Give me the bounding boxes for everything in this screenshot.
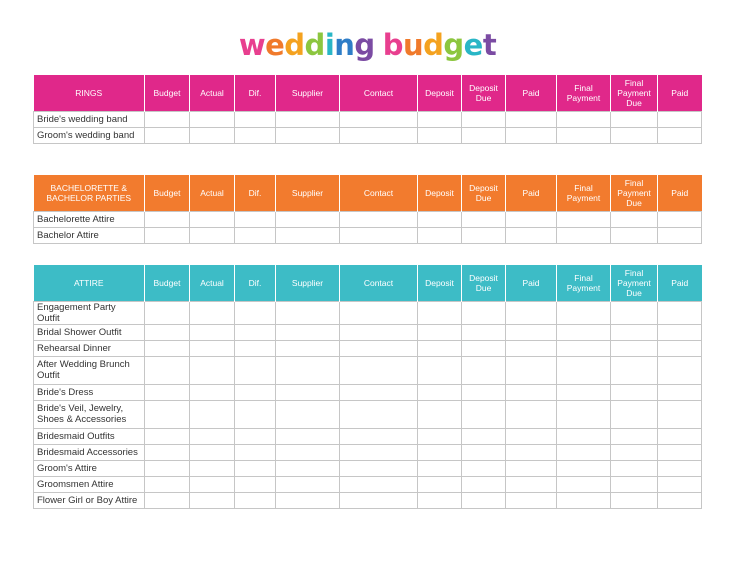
budget-cell[interactable]	[145, 476, 190, 492]
supplier-cell[interactable]	[276, 428, 340, 444]
item-label	[34, 356, 145, 384]
deposit-due-cell[interactable]	[462, 227, 506, 243]
final-payment-due-cell[interactable]	[611, 460, 658, 476]
title-letter: n	[334, 28, 355, 62]
deposit-due-cell[interactable]	[462, 340, 506, 356]
deposit-due-cell[interactable]	[462, 460, 506, 476]
col-deposit-due	[462, 265, 506, 301]
final-payment-due-cell[interactable]	[611, 428, 658, 444]
dif-cell[interactable]	[235, 301, 276, 324]
supplier-cell[interactable]	[276, 324, 340, 340]
item-label-line: Bridal Shower Outfit	[37, 326, 122, 338]
col-paid-2: Paid	[658, 265, 702, 301]
paid-cell[interactable]	[506, 476, 557, 492]
supplier-cell[interactable]	[276, 460, 340, 476]
table-row	[34, 384, 702, 400]
paid-cell[interactable]	[506, 400, 557, 428]
actual-cell[interactable]	[190, 356, 235, 384]
table-row	[34, 428, 702, 444]
contact-cell[interactable]	[340, 324, 418, 340]
supplier-cell[interactable]	[276, 444, 340, 460]
col-final-payment	[557, 265, 611, 301]
title-letter: d	[304, 28, 325, 62]
paid-2-cell[interactable]	[658, 340, 702, 356]
paid-cell[interactable]	[506, 227, 557, 243]
actual-cell[interactable]	[190, 384, 235, 400]
budget-cell[interactable]	[145, 111, 190, 127]
actual-cell[interactable]	[190, 211, 235, 227]
dif-cell[interactable]	[235, 227, 276, 243]
item-label: Bachelor Attire	[34, 227, 145, 243]
deposit-cell[interactable]	[418, 211, 462, 227]
section-title	[34, 175, 145, 211]
actual-cell[interactable]	[190, 492, 235, 508]
title-letter: b	[382, 28, 403, 62]
deposit-due-cell[interactable]	[462, 301, 506, 324]
section-title: ATTIRE	[34, 265, 145, 301]
supplier-cell[interactable]	[276, 384, 340, 400]
item-label-line: Bride's Veil, Jewelry,	[37, 403, 124, 414]
budget-cell[interactable]	[145, 356, 190, 384]
final-payment-cell[interactable]	[557, 301, 611, 324]
paid-2-cell[interactable]	[658, 492, 702, 508]
actual-cell[interactable]	[190, 111, 235, 127]
item-label: Bride's wedding band	[34, 111, 145, 127]
table-row	[34, 340, 702, 356]
item-label: Groom's wedding band	[34, 127, 145, 143]
final-payment-due-cell[interactable]	[611, 211, 658, 227]
final-payment-cell[interactable]	[557, 400, 611, 428]
dif-cell[interactable]	[235, 428, 276, 444]
contact-cell[interactable]	[340, 476, 418, 492]
final-payment-cell[interactable]	[557, 460, 611, 476]
budget-cell[interactable]	[145, 400, 190, 428]
col-paid: Paid	[506, 175, 557, 211]
col-label-line: Due	[475, 92, 492, 103]
col-label-line: Final	[574, 82, 593, 93]
paid-2-cell[interactable]	[658, 356, 702, 384]
attire-table	[33, 265, 702, 509]
paid-cell[interactable]	[506, 211, 557, 227]
col-label-line: Payment	[566, 192, 601, 203]
item-label-line: Groom's Attire	[37, 462, 97, 474]
supplier-cell[interactable]	[276, 476, 340, 492]
item-label	[34, 492, 145, 508]
deposit-cell[interactable]	[418, 340, 462, 356]
final-payment-due-cell[interactable]	[611, 400, 658, 428]
col-final-payment-due	[611, 75, 658, 111]
final-payment-due-cell[interactable]	[611, 340, 658, 356]
final-payment-due-cell[interactable]	[611, 444, 658, 460]
col-label-line: Payment	[617, 187, 651, 198]
col-actual: Actual	[190, 75, 235, 111]
rings-table	[33, 75, 702, 144]
deposit-cell[interactable]	[418, 400, 462, 428]
title-letter: e	[265, 28, 285, 62]
paid-cell[interactable]	[506, 460, 557, 476]
item-label: Bachelorette Attire	[34, 211, 145, 227]
contact-cell[interactable]	[340, 460, 418, 476]
col-deposit: Deposit	[418, 175, 462, 211]
item-label-line: After Wedding Brunch	[37, 359, 130, 370]
col-supplier: Supplier	[276, 175, 340, 211]
final-payment-cell[interactable]	[557, 492, 611, 508]
final-payment-due-cell[interactable]	[611, 127, 658, 143]
table-row	[34, 211, 702, 227]
paid-cell[interactable]	[506, 340, 557, 356]
paid-2-cell[interactable]	[658, 301, 702, 324]
title-letter: i	[324, 28, 335, 62]
col-final-payment-due	[611, 265, 658, 301]
deposit-cell[interactable]	[418, 384, 462, 400]
col-dif: Dif.	[235, 265, 276, 301]
col-paid: Paid	[506, 265, 557, 301]
title-letter: t	[482, 28, 497, 62]
paid-cell[interactable]	[506, 356, 557, 384]
deposit-cell[interactable]	[418, 356, 462, 384]
dif-cell[interactable]	[235, 492, 276, 508]
contact-cell[interactable]	[340, 492, 418, 508]
actual-cell[interactable]	[190, 460, 235, 476]
col-paid: Paid	[506, 75, 557, 111]
budget-cell[interactable]	[145, 127, 190, 143]
paid-cell[interactable]	[506, 492, 557, 508]
table-row	[34, 460, 702, 476]
col-label-line: Final	[574, 272, 593, 283]
paid-2-cell[interactable]	[658, 428, 702, 444]
final-payment-due-cell[interactable]	[611, 492, 658, 508]
dif-cell[interactable]	[235, 340, 276, 356]
item-label-line: Engagement Party Outfit	[37, 301, 116, 324]
title-letter: g	[354, 28, 375, 62]
paid-2-cell[interactable]	[658, 324, 702, 340]
section-title-line: BACHELORETTE &	[50, 182, 128, 193]
actual-cell[interactable]	[190, 301, 235, 324]
table-row	[34, 400, 702, 428]
col-label-line: Payment	[566, 282, 601, 293]
paid-2-cell[interactable]	[658, 460, 702, 476]
final-payment-due-cell[interactable]	[611, 356, 658, 384]
final-payment-cell[interactable]	[557, 340, 611, 356]
item-label-line: Flower Girl or Boy Attire	[37, 494, 138, 506]
table-row	[34, 127, 702, 143]
item-label-line: Bridesmaid Outfits	[37, 430, 115, 442]
item-label	[34, 476, 145, 492]
paid-2-cell[interactable]	[658, 211, 702, 227]
deposit-cell[interactable]	[418, 111, 462, 127]
deposit-cell[interactable]	[418, 428, 462, 444]
budget-cell[interactable]	[145, 492, 190, 508]
deposit-due-cell[interactable]	[462, 476, 506, 492]
bachelor-parties-table	[33, 175, 702, 244]
budget-cell[interactable]	[145, 340, 190, 356]
col-supplier: Supplier	[276, 265, 340, 301]
paid-cell[interactable]	[506, 111, 557, 127]
page-title	[0, 25, 735, 65]
deposit-cell[interactable]	[418, 444, 462, 460]
col-label-line: Payment	[566, 92, 601, 103]
contact-cell[interactable]	[340, 127, 418, 143]
col-label-line: Payment	[617, 277, 651, 288]
final-payment-due-cell[interactable]	[611, 227, 658, 243]
final-payment-due-cell[interactable]	[611, 476, 658, 492]
actual-cell[interactable]	[190, 127, 235, 143]
budget-cell[interactable]	[145, 428, 190, 444]
final-payment-due-cell[interactable]	[611, 324, 658, 340]
col-final-payment-due	[611, 175, 658, 211]
contact-cell[interactable]	[340, 428, 418, 444]
dif-cell[interactable]	[235, 400, 276, 428]
col-label-line: Due	[475, 192, 492, 203]
table-row	[34, 476, 702, 492]
col-deposit-due	[462, 175, 506, 211]
deposit-due-cell[interactable]	[462, 127, 506, 143]
dif-cell[interactable]	[235, 111, 276, 127]
final-payment-cell[interactable]	[557, 428, 611, 444]
paid-2-cell[interactable]	[658, 384, 702, 400]
contact-cell[interactable]	[340, 211, 418, 227]
header-row	[34, 175, 702, 211]
item-label	[34, 384, 145, 400]
deposit-due-cell[interactable]	[462, 444, 506, 460]
supplier-cell[interactable]	[276, 211, 340, 227]
table-row	[34, 301, 702, 324]
header-row	[34, 75, 702, 111]
supplier-cell[interactable]	[276, 127, 340, 143]
final-payment-cell[interactable]	[557, 356, 611, 384]
item-label-line: Bride's Dress	[37, 386, 94, 398]
budget-cell[interactable]	[145, 227, 190, 243]
col-contact: Contact	[340, 175, 418, 211]
col-label-line: Final	[624, 267, 644, 278]
item-label-line: Rehearsal Dinner	[37, 342, 111, 354]
contact-cell[interactable]	[340, 356, 418, 384]
deposit-due-cell[interactable]	[462, 492, 506, 508]
deposit-cell[interactable]	[418, 324, 462, 340]
col-label-line: Due	[626, 97, 642, 108]
final-payment-cell[interactable]	[557, 444, 611, 460]
dif-cell[interactable]	[235, 356, 276, 384]
paid-cell[interactable]	[506, 324, 557, 340]
attire-rows	[34, 301, 702, 508]
paid-cell[interactable]	[506, 428, 557, 444]
title-letter: u	[402, 28, 424, 62]
item-label-line: Shoes & Accessories	[37, 414, 127, 425]
dif-cell[interactable]	[235, 444, 276, 460]
table-row	[34, 324, 702, 340]
title-letter: e	[463, 28, 483, 62]
actual-cell[interactable]	[190, 400, 235, 428]
actual-cell[interactable]	[190, 428, 235, 444]
paid-cell[interactable]	[506, 384, 557, 400]
table-row	[34, 227, 702, 243]
deposit-cell[interactable]	[418, 227, 462, 243]
item-label	[34, 428, 145, 444]
supplier-cell[interactable]	[276, 356, 340, 384]
paid-2-cell[interactable]	[658, 111, 702, 127]
col-paid-2: Paid	[658, 175, 702, 211]
paid-cell[interactable]	[506, 127, 557, 143]
contact-cell[interactable]	[340, 384, 418, 400]
contact-cell[interactable]	[340, 301, 418, 324]
final-payment-cell[interactable]	[557, 127, 611, 143]
supplier-cell[interactable]	[276, 227, 340, 243]
contact-cell[interactable]	[340, 444, 418, 460]
deposit-due-cell[interactable]	[462, 428, 506, 444]
dif-cell[interactable]	[235, 460, 276, 476]
final-payment-cell[interactable]	[557, 211, 611, 227]
supplier-cell[interactable]	[276, 400, 340, 428]
deposit-due-cell[interactable]	[462, 324, 506, 340]
item-label	[34, 301, 145, 324]
supplier-cell[interactable]	[276, 301, 340, 324]
col-deposit: Deposit	[418, 265, 462, 301]
final-payment-cell[interactable]	[557, 384, 611, 400]
col-label-line: Due	[626, 287, 642, 298]
col-dif: Dif.	[235, 175, 276, 211]
actual-cell[interactable]	[190, 324, 235, 340]
col-label-line: Due	[626, 197, 642, 208]
final-payment-due-cell[interactable]	[611, 301, 658, 324]
col-label-line: Deposit	[469, 272, 498, 283]
item-label	[34, 444, 145, 460]
col-dif: Dif.	[235, 75, 276, 111]
table-row	[34, 356, 702, 384]
col-label-line: Final	[624, 77, 644, 88]
final-payment-cell[interactable]	[557, 324, 611, 340]
actual-cell[interactable]	[190, 444, 235, 460]
budget-cell[interactable]	[145, 384, 190, 400]
col-label-line: Final	[624, 177, 644, 188]
dif-cell[interactable]	[235, 211, 276, 227]
paid-2-cell[interactable]	[658, 227, 702, 243]
contact-cell[interactable]	[340, 227, 418, 243]
final-payment-cell[interactable]	[557, 111, 611, 127]
supplier-cell[interactable]	[276, 111, 340, 127]
dif-cell[interactable]	[235, 127, 276, 143]
section-title-line: BACHELOR PARTIES	[46, 192, 132, 203]
dif-cell[interactable]	[235, 476, 276, 492]
col-supplier: Supplier	[276, 75, 340, 111]
dif-cell[interactable]	[235, 324, 276, 340]
item-label-line: Groomsmen Attire	[37, 478, 114, 490]
budget-cell[interactable]	[145, 444, 190, 460]
budget-cell[interactable]	[145, 324, 190, 340]
final-payment-cell[interactable]	[557, 476, 611, 492]
final-payment-due-cell[interactable]	[611, 111, 658, 127]
item-label-line: Bridesmaid Accessories	[37, 446, 138, 458]
item-label	[34, 460, 145, 476]
final-payment-due-cell[interactable]	[611, 384, 658, 400]
paid-2-cell[interactable]	[658, 400, 702, 428]
title-letter: d	[423, 28, 444, 62]
item-label-line: Outfit	[37, 370, 60, 381]
paid-cell[interactable]	[506, 301, 557, 324]
deposit-cell[interactable]	[418, 460, 462, 476]
deposit-due-cell[interactable]	[462, 111, 506, 127]
col-actual: Actual	[190, 265, 235, 301]
supplier-cell[interactable]	[276, 492, 340, 508]
col-budget: Budget	[145, 265, 190, 301]
contact-cell[interactable]	[340, 111, 418, 127]
col-label-line: Due	[475, 282, 492, 293]
deposit-cell[interactable]	[418, 301, 462, 324]
actual-cell[interactable]	[190, 340, 235, 356]
col-contact: Contact	[340, 265, 418, 301]
col-label-line: Deposit	[469, 182, 498, 193]
col-label-line: Final	[574, 182, 593, 193]
col-contact: Contact	[340, 75, 418, 111]
col-deposit: Deposit	[418, 75, 462, 111]
budget-cell[interactable]	[145, 301, 190, 324]
title-letter: g	[443, 28, 464, 62]
col-label-line: Deposit	[469, 82, 498, 93]
col-deposit-due	[462, 75, 506, 111]
budget-cell[interactable]	[145, 211, 190, 227]
deposit-due-cell[interactable]	[462, 356, 506, 384]
deposit-cell[interactable]	[418, 127, 462, 143]
supplier-cell[interactable]	[276, 340, 340, 356]
deposit-due-cell[interactable]	[462, 211, 506, 227]
deposit-due-cell[interactable]	[462, 384, 506, 400]
col-label-line: Payment	[617, 87, 651, 98]
item-label	[34, 340, 145, 356]
header-row	[34, 265, 702, 301]
col-paid-2: Paid	[658, 75, 702, 111]
contact-cell[interactable]	[340, 400, 418, 428]
deposit-cell[interactable]	[418, 476, 462, 492]
col-budget: Budget	[145, 75, 190, 111]
budget-cell[interactable]	[145, 460, 190, 476]
col-final-payment	[557, 175, 611, 211]
paid-2-cell[interactable]	[658, 476, 702, 492]
paid-2-cell[interactable]	[658, 444, 702, 460]
deposit-cell[interactable]	[418, 492, 462, 508]
title-letter: w	[238, 28, 266, 62]
contact-cell[interactable]	[340, 340, 418, 356]
deposit-due-cell[interactable]	[462, 400, 506, 428]
col-budget: Budget	[145, 175, 190, 211]
dif-cell[interactable]	[235, 384, 276, 400]
item-label	[34, 400, 145, 428]
actual-cell[interactable]	[190, 476, 235, 492]
title-letter: d	[284, 28, 305, 62]
table-row	[34, 111, 702, 127]
table-row	[34, 444, 702, 460]
col-final-payment	[557, 75, 611, 111]
section-title: RINGS	[34, 75, 145, 111]
paid-2-cell[interactable]	[658, 127, 702, 143]
final-payment-cell[interactable]	[557, 227, 611, 243]
paid-cell[interactable]	[506, 444, 557, 460]
col-actual: Actual	[190, 175, 235, 211]
item-label	[34, 324, 145, 340]
actual-cell[interactable]	[190, 227, 235, 243]
table-row	[34, 492, 702, 508]
